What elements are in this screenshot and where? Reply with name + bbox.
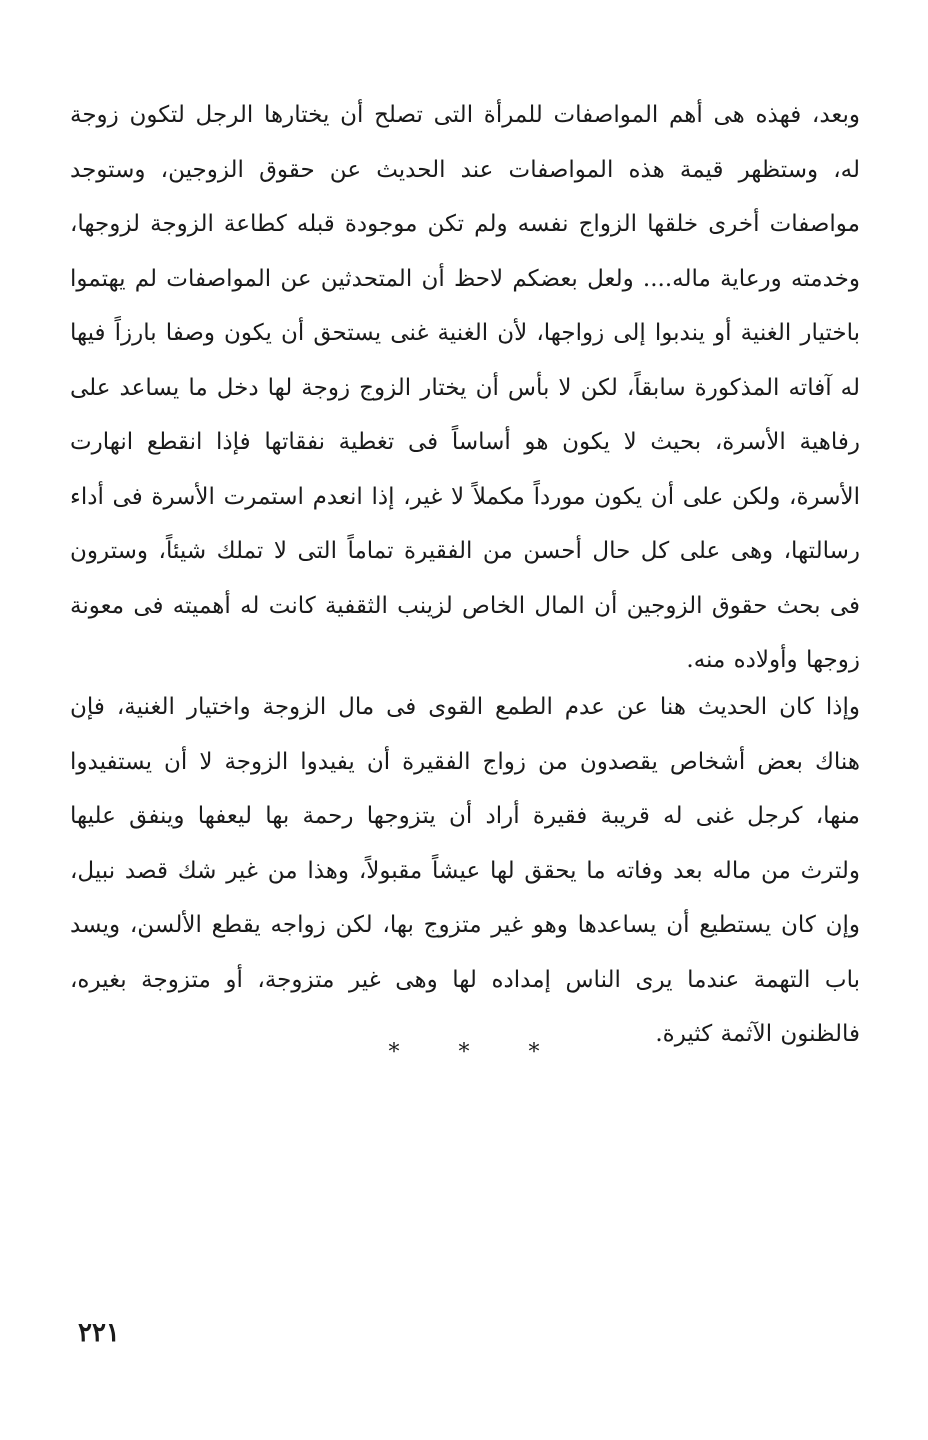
- paragraph-2: وإذا كان الحديث هنا عن عدم الطمع القوى فى مال الزوجة واختيار الغنية، فإن هناك بعض أشخاص يقصدون من زواج الفقيرة أن يفيدوا الزوجة لا أن يستفيدوا منها، كرجل غنى له قريبة فقيرة أراد أن يتزوجها رحمة بها ليعفها وينفق عليها ولترث من ماله بعد وفاته ما يحقق لها عيشاً مقبولاً، وهذا من غير شك قصد نبيل، وإن كان يستطيع أن يساعدها وهو غير متزوج بها، لكن زواجه يقطع الألسن، ويسد باب التهمة عندما يرى الناس إمداده لها وهى غير متزوجة، أو متزوجة بغيره، فالظنون الآثمة كثيرة.: [70, 694, 860, 1047]
- paragraph-1: وبعد، فهذه هى أهم المواصفات للمرأة التى تصلح أن يختارها الرجل لتكون زوجة له، وستظهر قيمة هذه المواصفات عند الحديث عن حقوق الزوجين، وستوجد مواصفات أخرى خلقها الزواج نفسه ولم تكن موجودة قبله كطاعة الزوجة لزوجها، وخدمته ورعاية ماله.... ولعل بعضكم لاحظ أن المتحدثين عن المواصفات لم يهتموا باختيار الغنية أو يندبوا إلى زواجها، لأن الغنية غنى يستحق أن يكون وصفا بارزاً فيها له آفاته المذكورة سابقاً، لكن لا بأس أن يختار الزوج زوجة لها دخل ما يساعد على رفاهية الأسرة، بحيث لا يكون هو أساساً فى تغطية نفقاتها فإذا انقطع انهارت الأسرة، ولكن على أن يكون مورداً مكملاً لا غير، إذا انعدم استمرت الأسرة فى أداء رسالتها، وهى على كل حال أحسن من الفقيرة تماماً التى لا تملك شيئاً، وسترون فى بحث حقوق الزوجين أن المال الخاص لزينب الثقفية كانت له أهميته فى معونة زوجها وأولاده منه.: [70, 102, 860, 673]
- separator-asterisk: *: [458, 1040, 470, 1065]
- separator-asterisk: *: [388, 1040, 400, 1065]
- section-separator: [0, 1040, 928, 1065]
- page-number: ٢٢١: [78, 1318, 120, 1348]
- separator-asterisk: *: [528, 1040, 540, 1065]
